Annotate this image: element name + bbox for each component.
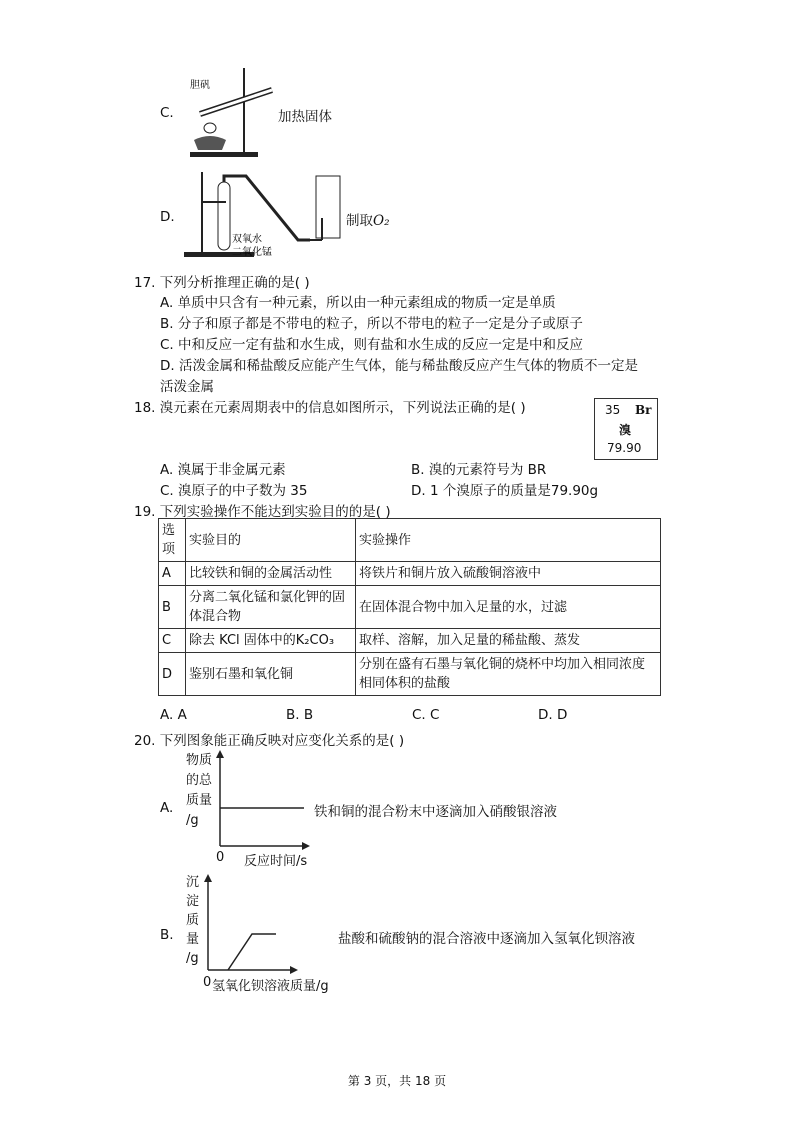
graph-a-ylabel-line: 质量 <box>186 793 213 808</box>
q16-option-c-label: 加热固体 <box>278 109 332 125</box>
q19-option-b: B. B <box>286 707 314 723</box>
q17-option-c: C. 中和反应一定有盐和水生成，则有盐和水生成的反应一定是中和反应 <box>160 337 584 353</box>
graph-b-origin: 0 <box>203 975 212 990</box>
graph-b-ylabel <box>186 873 199 968</box>
graph-b-description: 盐酸和硫酸钠的混合溶液中逐滴加入氢氧化钡溶液 <box>338 931 635 947</box>
graph-a-x-arrow-icon <box>302 842 310 850</box>
graph-a-xlabel: 反应时间/s <box>244 854 308 869</box>
q16-option-d-text: 制取 <box>346 213 373 229</box>
q19-stem: 19. 下列实验操作不能达到实验目的的是( ) <box>134 504 391 520</box>
graph-b-ylabel-line: 沉 <box>186 875 200 890</box>
table-row <box>159 562 661 586</box>
atomic-number: 35 <box>605 403 621 417</box>
q17-option-d: D. 活泼金属和稀盐酸反应能产生气体，能与稀盐酸反应产生气体的物质不一定是 <box>160 358 638 374</box>
row-a-operation: 将铁片和铜片放入硫酸铜溶液中 <box>356 562 661 586</box>
table-header-row <box>159 519 661 562</box>
row-d-operation: 分别在盛有石墨与氧化铜的烧杯中均加入相同浓度相同体积的盐酸 <box>356 653 661 696</box>
q17-option-b: B. 分子和原子都是不带电的粒子，所以不带电的粒子一定是分子或原子 <box>160 316 583 332</box>
graph-a-y-arrow-icon <box>216 750 224 758</box>
q16-option-d-letter: D. <box>160 209 175 225</box>
row-b-purpose: 分离二氧化锰和氯化钾的固体混合物 <box>186 586 356 629</box>
graph-b-line <box>228 934 276 970</box>
q19-option-c: C. C <box>412 707 440 723</box>
row-a-purpose: 比较铁和铜的金属活动性 <box>186 562 356 586</box>
graph-b-xlabel: 氢氧化钡溶液质量/g <box>212 979 329 994</box>
solid-label: 二氧化锰 <box>232 247 272 258</box>
q18-option-c: C. 溴原子的中子数为 35 <box>160 483 308 499</box>
q19-option-d: D. D <box>538 707 568 723</box>
graph-a-letter: A. <box>160 800 174 816</box>
graph-b-ylabel-line: 质 <box>186 913 200 928</box>
element-tile <box>594 398 658 460</box>
graph-a-axes <box>212 748 312 850</box>
q20-stem: 20. 下列图象能正确反映对应变化关系的是( ) <box>134 733 405 749</box>
header-purpose: 实验目的 <box>186 519 356 562</box>
row-d-option: D <box>159 653 186 696</box>
graph-a-description: 铁和铜的混合粉末中逐滴加入硝酸银溶液 <box>314 804 557 820</box>
row-b-option: B <box>159 586 186 629</box>
oxygen-apparatus-figure <box>180 168 345 260</box>
apparatus-label: 胆矾 <box>190 80 210 91</box>
q16-option-d-label <box>346 209 389 229</box>
liquid-label: 双氧水 <box>232 234 262 245</box>
page-footer: 第 3 页，共 18 页 <box>347 1074 447 1088</box>
q17-stem: 17. 下列分析推理正确的是( ) <box>134 275 310 291</box>
q16-option-c-letter: C. <box>160 105 174 121</box>
row-b-operation: 在固体混合物中加入足量的水，过滤 <box>356 586 661 629</box>
graph-a-origin: 0 <box>216 850 225 865</box>
graph-b-axes <box>200 872 300 974</box>
row-c-purpose: 除去 KCl 固体中的K₂CO₃ <box>186 629 356 653</box>
graph-b-ylabel-line: /g <box>186 951 199 966</box>
element-symbol: Br <box>635 403 652 417</box>
table-row <box>159 586 661 629</box>
q18-option-a: A. 溴属于非金属元素 <box>160 462 286 478</box>
q17-option-a: A. 单质中只含有一种元素，所以由一种元素组成的物质一定是单质 <box>160 295 556 311</box>
graph-b-ylabel-line: 量 <box>186 932 200 947</box>
atomic-mass: 79.90 <box>607 441 642 455</box>
table-row <box>159 653 661 696</box>
graph-b-y-arrow-icon <box>204 874 212 882</box>
graph-a-ylabel <box>186 751 212 831</box>
graph-a-ylabel-line: 物质 <box>186 753 213 768</box>
experiment-table <box>158 518 661 696</box>
header-operation: 实验操作 <box>356 519 661 562</box>
graph-b-ylabel-line: 淀 <box>186 894 200 909</box>
q17-option-d-cont: 活泼金属 <box>160 379 214 395</box>
graph-a-ylabel-line: /g <box>186 813 199 828</box>
q19-option-a: A. A <box>160 707 187 723</box>
q18-stem: 18. 溴元素在元素周期表中的信息如图所示，下列说法正确的是( ) <box>134 400 526 416</box>
q18-option-b: B. 溴的元素符号为 BR <box>411 462 547 478</box>
q16-option-d-formula: O₂ <box>373 213 390 229</box>
q18-option-d: D. 1 个溴原子的质量是79.90g <box>411 483 599 499</box>
table-row <box>159 629 661 653</box>
graph-a-ylabel-line: 的总 <box>186 773 213 788</box>
row-c-operation: 取样、溶解，加入足量的稀盐酸、蒸发 <box>356 629 661 653</box>
row-a-option: A <box>159 562 186 586</box>
row-c-option: C <box>159 629 186 653</box>
graph-b-x-arrow-icon <box>290 966 298 974</box>
header-option: 选项 <box>159 519 186 562</box>
heating-apparatus-figure <box>180 62 280 162</box>
row-d-purpose: 鉴别石墨和氧化铜 <box>186 653 356 696</box>
element-name: 溴 <box>619 423 632 437</box>
graph-b-letter: B. <box>160 927 174 943</box>
